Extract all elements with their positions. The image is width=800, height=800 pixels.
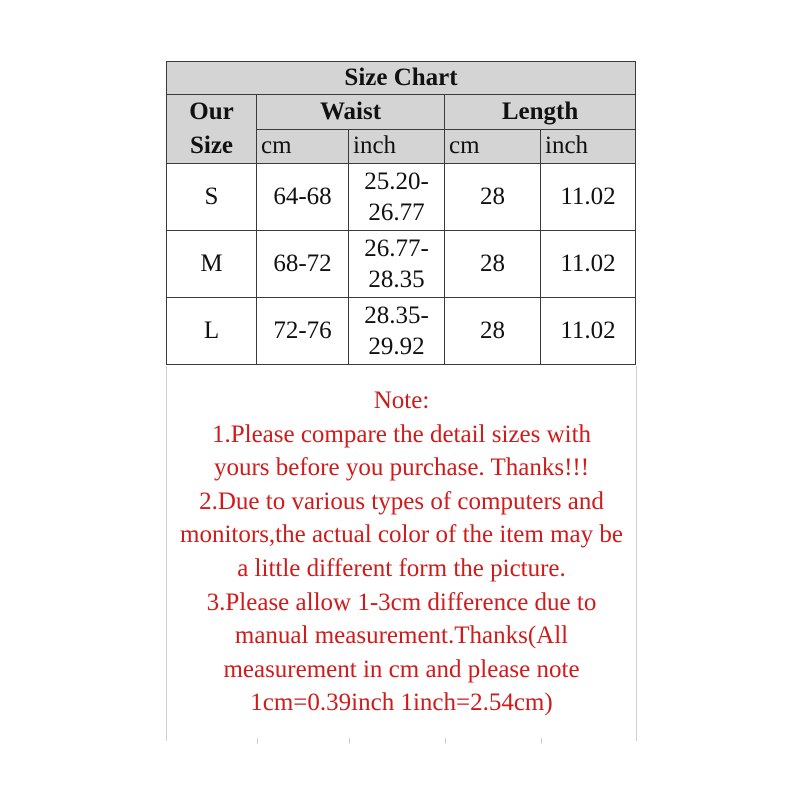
waist-inch-cell	[349, 231, 445, 298]
size-cell: L	[167, 298, 257, 365]
note-line: a little different form the picture.	[237, 554, 566, 582]
length-inch-cell: 11.02	[541, 231, 636, 298]
header-our-size-line1: Our	[189, 98, 234, 125]
note-box	[166, 366, 637, 741]
header-our-size-line2: Size	[189, 132, 234, 159]
waist-inch-cell	[349, 298, 445, 365]
waist-inch-start: 28.35-	[364, 302, 429, 329]
table-row	[167, 231, 636, 298]
note-line: measurement in cm and please note	[223, 655, 580, 683]
size-chart-table	[166, 61, 636, 365]
header-length: Length	[445, 95, 636, 130]
table-row	[167, 298, 636, 365]
note-line: 2.Due to various types of computers and	[199, 487, 604, 515]
table-row	[167, 164, 636, 231]
waist-cm-cell: 68-72	[257, 231, 349, 298]
waist-cm-cell: 64-68	[257, 164, 349, 231]
note-heading: Note:	[373, 387, 430, 414]
length-cm-cell: 28	[445, 298, 541, 365]
unit-length-cm: cm	[445, 129, 541, 164]
note-line: monitors,the actual color of the item may be	[180, 521, 623, 549]
grid-tick	[349, 738, 350, 744]
length-cm-cell: 28	[445, 164, 541, 231]
note-line: 3.Please allow 1-3cm difference due to	[206, 588, 597, 616]
length-cm-cell: 28	[445, 231, 541, 298]
header-waist: Waist	[257, 95, 445, 130]
waist-inch-start: 26.77-	[364, 235, 429, 262]
header-our-size	[167, 95, 257, 164]
unit-waist-cm: cm	[257, 129, 349, 164]
unit-waist-inch: inch	[349, 129, 445, 164]
size-cell: S	[167, 164, 257, 231]
grid-tick	[541, 738, 542, 744]
waist-cm-cell: 72-76	[257, 298, 349, 365]
note-text	[167, 384, 636, 720]
length-inch-cell: 11.02	[541, 164, 636, 231]
size-cell: M	[167, 231, 257, 298]
waist-inch-cell	[349, 164, 445, 231]
waist-inch-end: 28.35	[368, 266, 425, 293]
waist-inch-start: 25.20-	[364, 168, 429, 195]
length-inch-cell: 11.02	[541, 298, 636, 365]
note-line: 1.Please compare the detail sizes with	[211, 420, 592, 448]
note-line: 1cm=0.39inch 1inch=2.54cm)	[250, 689, 553, 717]
waist-inch-end: 29.92	[368, 333, 425, 360]
note-line: yours before you purchase. Thanks!!!	[213, 454, 590, 482]
grid-tick	[257, 738, 258, 744]
size-chart-sheet	[166, 61, 635, 741]
grid-ticks	[167, 738, 636, 744]
waist-inch-end: 26.77	[368, 199, 425, 226]
unit-length-inch: inch	[541, 129, 636, 164]
note-line: manual measurement.Thanks(All	[234, 622, 569, 650]
grid-tick	[445, 738, 446, 744]
chart-title: Size Chart	[167, 62, 636, 95]
